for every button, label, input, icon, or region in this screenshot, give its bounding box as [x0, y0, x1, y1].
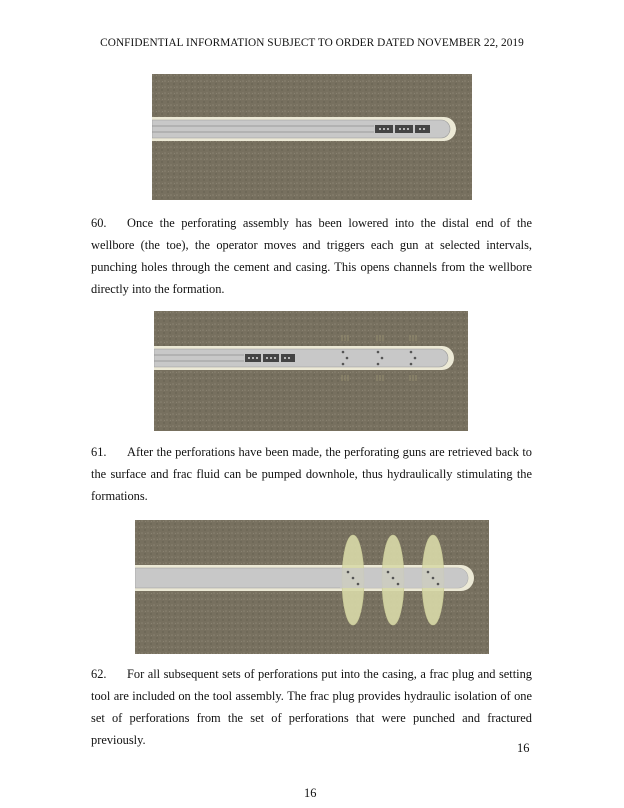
paragraph-60: [91, 212, 532, 300]
figure-hydraulic-fracturing: [135, 520, 489, 654]
perforating-gun: [245, 354, 295, 362]
page-number-center: 16: [304, 786, 317, 800]
paragraph-text: Once the perforating assembly has been lowered into the distal end of the wellbore (the toe), the operator moves and triggers each gun at selected intervals, punching holes through the cement and casing. This opens channels from the wellbore directly into the formation.: [91, 216, 532, 296]
paragraph-62: [91, 663, 532, 751]
paragraph-number: 60.: [91, 216, 107, 230]
paragraph-61: [91, 441, 532, 507]
paragraph-text: For all subsequent sets of perforations put into the casing, a frac plug and setting tool are included on the tool assembly. The frac plug provides hydraulic isolation of one set of perforations from the set of perforations that were punched and fractured previously.: [91, 667, 532, 747]
paragraph-number: 62.: [91, 667, 107, 681]
paragraph-text: After the perforations have been made, the perforating guns are retrieved back to the surface and frac fluid can be pumped downhole, thus hydraulically stimulating the formations.: [91, 445, 532, 503]
perforating-gun: [375, 125, 430, 133]
confidential-header: CONFIDENTIAL INFORMATION SUBJECT TO ORDER DATED NOVEMBER 22, 2019: [100, 37, 524, 49]
figure-perforating-assembly-at-toe: [152, 74, 472, 200]
page-number-right: 16: [517, 741, 530, 755]
figure-perforations-made: [154, 311, 468, 431]
paragraph-number: 61.: [91, 445, 107, 459]
